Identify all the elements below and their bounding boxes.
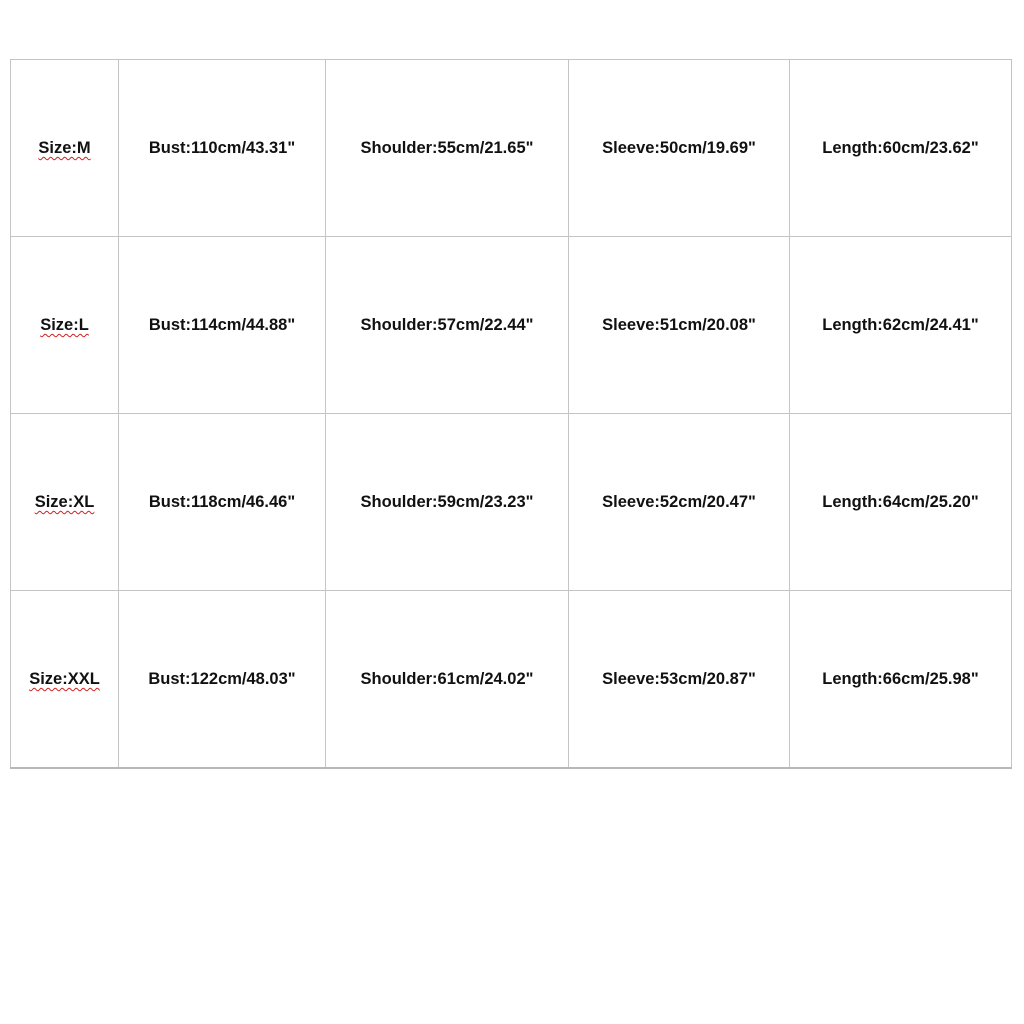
sleeve-cell: Sleeve:53cm/20.87" xyxy=(569,591,790,769)
size-label: Size:M xyxy=(38,138,91,157)
table-row xyxy=(11,414,1012,591)
table-row xyxy=(11,591,1012,769)
table-row xyxy=(11,60,1012,237)
shoulder-cell: Shoulder:57cm/22.44" xyxy=(326,237,569,414)
shoulder-cell: Shoulder:55cm/21.65" xyxy=(326,60,569,237)
size-label: Size:XXL xyxy=(29,669,100,688)
sleeve-cell: Sleeve:50cm/19.69" xyxy=(569,60,790,237)
shoulder-cell: Shoulder:61cm/24.02" xyxy=(326,591,569,769)
length-cell: Length:62cm/24.41" xyxy=(790,237,1012,414)
size-chart-table xyxy=(10,59,1012,769)
length-cell: Length:60cm/23.62" xyxy=(790,60,1012,237)
bust-cell: Bust:122cm/48.03" xyxy=(119,591,326,769)
size-label: Size:XL xyxy=(34,492,95,511)
bust-cell: Bust:118cm/46.46" xyxy=(119,414,326,591)
size-cell xyxy=(11,60,119,237)
table-row xyxy=(11,237,1012,414)
size-cell xyxy=(11,414,119,591)
length-cell: Length:66cm/25.98" xyxy=(790,591,1012,769)
sleeve-cell: Sleeve:51cm/20.08" xyxy=(569,237,790,414)
size-cell xyxy=(11,591,119,769)
bust-cell: Bust:114cm/44.88" xyxy=(119,237,326,414)
size-label: Size:L xyxy=(40,315,89,334)
shoulder-cell: Shoulder:59cm/23.23" xyxy=(326,414,569,591)
sleeve-cell: Sleeve:52cm/20.47" xyxy=(569,414,790,591)
bust-cell: Bust:110cm/43.31" xyxy=(119,60,326,237)
length-cell: Length:64cm/25.20" xyxy=(790,414,1012,591)
size-cell xyxy=(11,237,119,414)
